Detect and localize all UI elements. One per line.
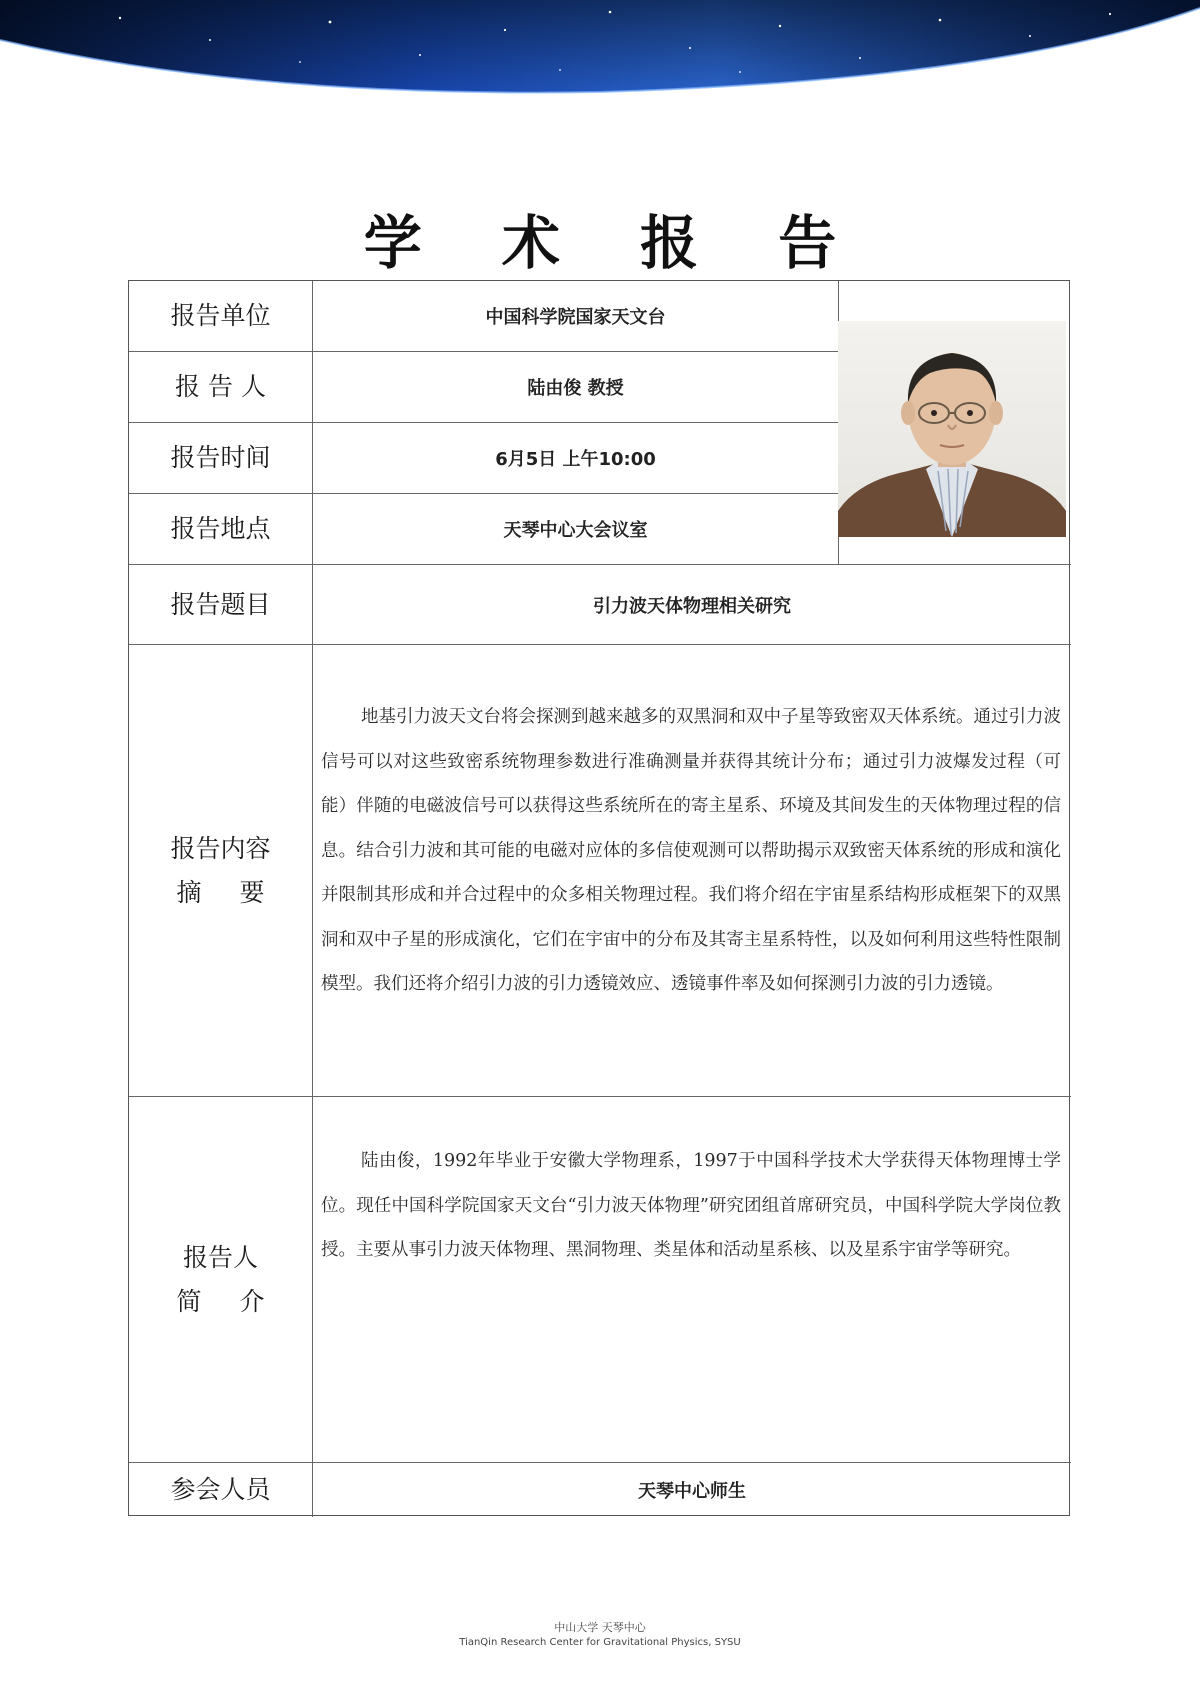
- place-label: 报告地点: [170, 514, 271, 543]
- attendees-value: 天琴中心师生: [638, 1481, 746, 1502]
- topic-value: 引力波天体物理相关研究: [593, 595, 791, 617]
- speaker-label: 报 告 人: [175, 372, 266, 401]
- speaker-value: 陆由俊 教授: [527, 378, 624, 399]
- time-value: 6月5日 上午10:00: [495, 449, 656, 470]
- time-label: 报告时间: [170, 443, 271, 472]
- place-value: 天琴中心大会议室: [503, 520, 648, 541]
- footer-cn: 中山大学 天琴中心: [554, 1621, 646, 1634]
- attendees-label: 参会人员: [170, 1475, 271, 1504]
- footer: [0, 1620, 1200, 1650]
- report-table: [128, 280, 1070, 1516]
- abstract-label-line1: 报告内容: [170, 833, 271, 863]
- unit-value: 中国科学院国家天文台: [485, 307, 666, 328]
- bio-label-line1: 报告人: [182, 1242, 258, 1272]
- abstract-label-line2: 摘 要: [176, 877, 265, 907]
- page-title: 学 术 报 告: [363, 209, 867, 277]
- abstract-label: [129, 645, 312, 1096]
- abstract-text: 地基引力波天文台将会探测到越来越多的双黑洞和双中子星等致密双天体系统。通过引力波信号可以对这些致密系统物理参数进行准确测量并获得其统计分布；通过引力波爆发过程（可能）伴随的电磁波信号可以获得这些系统所在的寄主星系、环境及其间发生的天体物理过程的信息。结合引力波和其可能的电磁对应体的多信使观测可以帮助揭示双致密天体系统的形成和演化并限制其形成和并合过程中的众多相关物理过程。我们将介绍在宇宙星系结构形成框架下的双黑洞和双中子星的形成演化，它们在宇宙中的分布及其寄主星系特性，以及如何利用这些特性限制模型。我们还将介绍引力波的引力透镜效应、透镜事件率及如何探测引力波的引力透镜。: [321, 707, 1061, 994]
- footer-en: TianQin Research Center for Gravitational Physics, SYSU: [459, 1637, 741, 1648]
- bio-text: 陆由俊，1992年毕业于安徽大学物理系，1997于中国科学技术大学获得天体物理博士学位。现任中国科学院国家天文台“引力波天体物理”研究团组首席研究员，中国科学院大学岗位教授。主要从事引力波天体物理、黑洞物理、类星体和活动星系核、以及星系宇宙学等研究。: [321, 1151, 1061, 1260]
- space-banner: [0, 0, 1200, 110]
- bio-label: [129, 1097, 312, 1462]
- speaker-photo: [838, 321, 1066, 537]
- unit-label: 报告单位: [170, 301, 271, 330]
- topic-label: 报告题目: [170, 589, 271, 619]
- bio-label-line2: 简 介: [176, 1286, 265, 1316]
